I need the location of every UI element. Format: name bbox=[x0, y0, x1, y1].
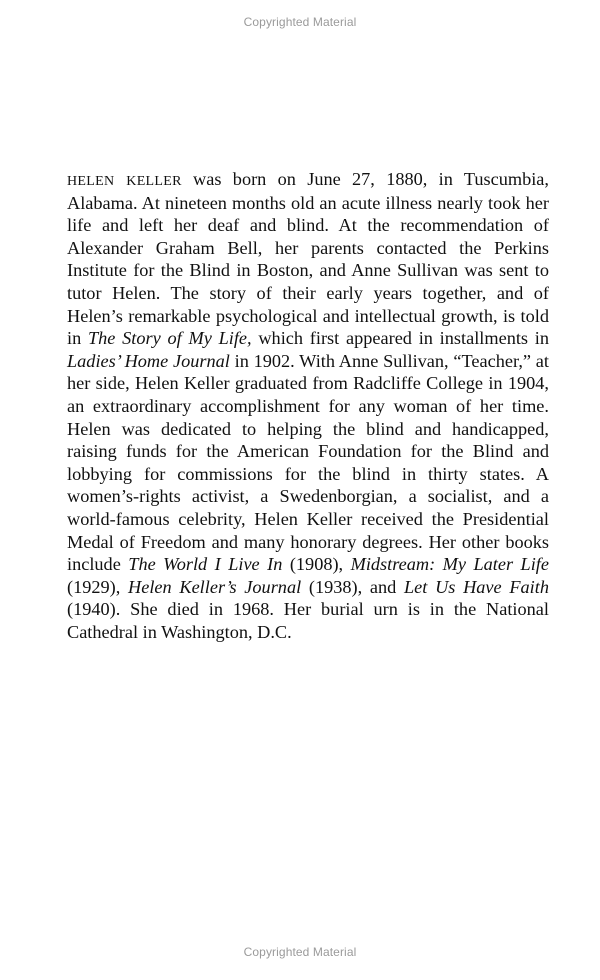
watermark-bottom: Copyrighted Material bbox=[243, 945, 357, 959]
bio-text-2: which first appeared in installments in bbox=[251, 328, 549, 349]
book-title-midstream: Midstream: My Later Life bbox=[350, 554, 549, 575]
author-name: helen keller bbox=[67, 169, 182, 190]
bio-text-1: was born on June 27, 1880, in Tuscumbia, Alabama. At nineteen months old an acute illness nearly took her life and left her deaf and blind. At the recommendation of Alexander Graham Bell, her parents contacted the Perkins Institute for the Blind in Boston, and Anne Sullivan was sent to tutor Helen. The story of their early years together, and of Helen’s remarkable psychological and intellectual growth, is told in bbox=[67, 169, 549, 349]
bio-text-3: in 1902. With Anne Sullivan, “Teacher,” at her side, Helen Keller graduated from Radcliffe College in 1904, an extraordinary accomplishment for any woman of her time. Helen was dedicated to helping the blind and handicapped, raising funds for the American Foundation for the Blind and lobbying for commissions for the blind in thirty states. A women’s-rights activist, a Swedenborgian, a socialist, and a world-famous celebrity, Helen Keller received the Presidential Medal of Freedom and many honorary degrees. Her other books include bbox=[67, 350, 549, 575]
author-biography bbox=[67, 168, 549, 643]
bio-text-6: (1938), and bbox=[301, 576, 404, 597]
bio-text-7: (1940). She died in 1968. Her burial urn is in the National Cathedral in Washington, D.C. bbox=[67, 599, 549, 642]
publication-title-ladies-home-journal: Ladies’ Home Journal bbox=[67, 350, 230, 371]
book-title-helen-kellers-journal: Helen Keller’s Journal bbox=[128, 576, 302, 597]
bio-text-4: (1908), bbox=[282, 554, 351, 575]
book-title-story-of-my-life: The Story of My Life, bbox=[87, 328, 252, 349]
book-title-world-i-live-in: The World I Live In bbox=[128, 554, 283, 575]
book-title-let-us-have-faith: Let Us Have Faith bbox=[404, 576, 549, 597]
watermark-top: Copyrighted Material bbox=[243, 15, 357, 29]
bio-text-5: (1929), bbox=[67, 576, 129, 597]
